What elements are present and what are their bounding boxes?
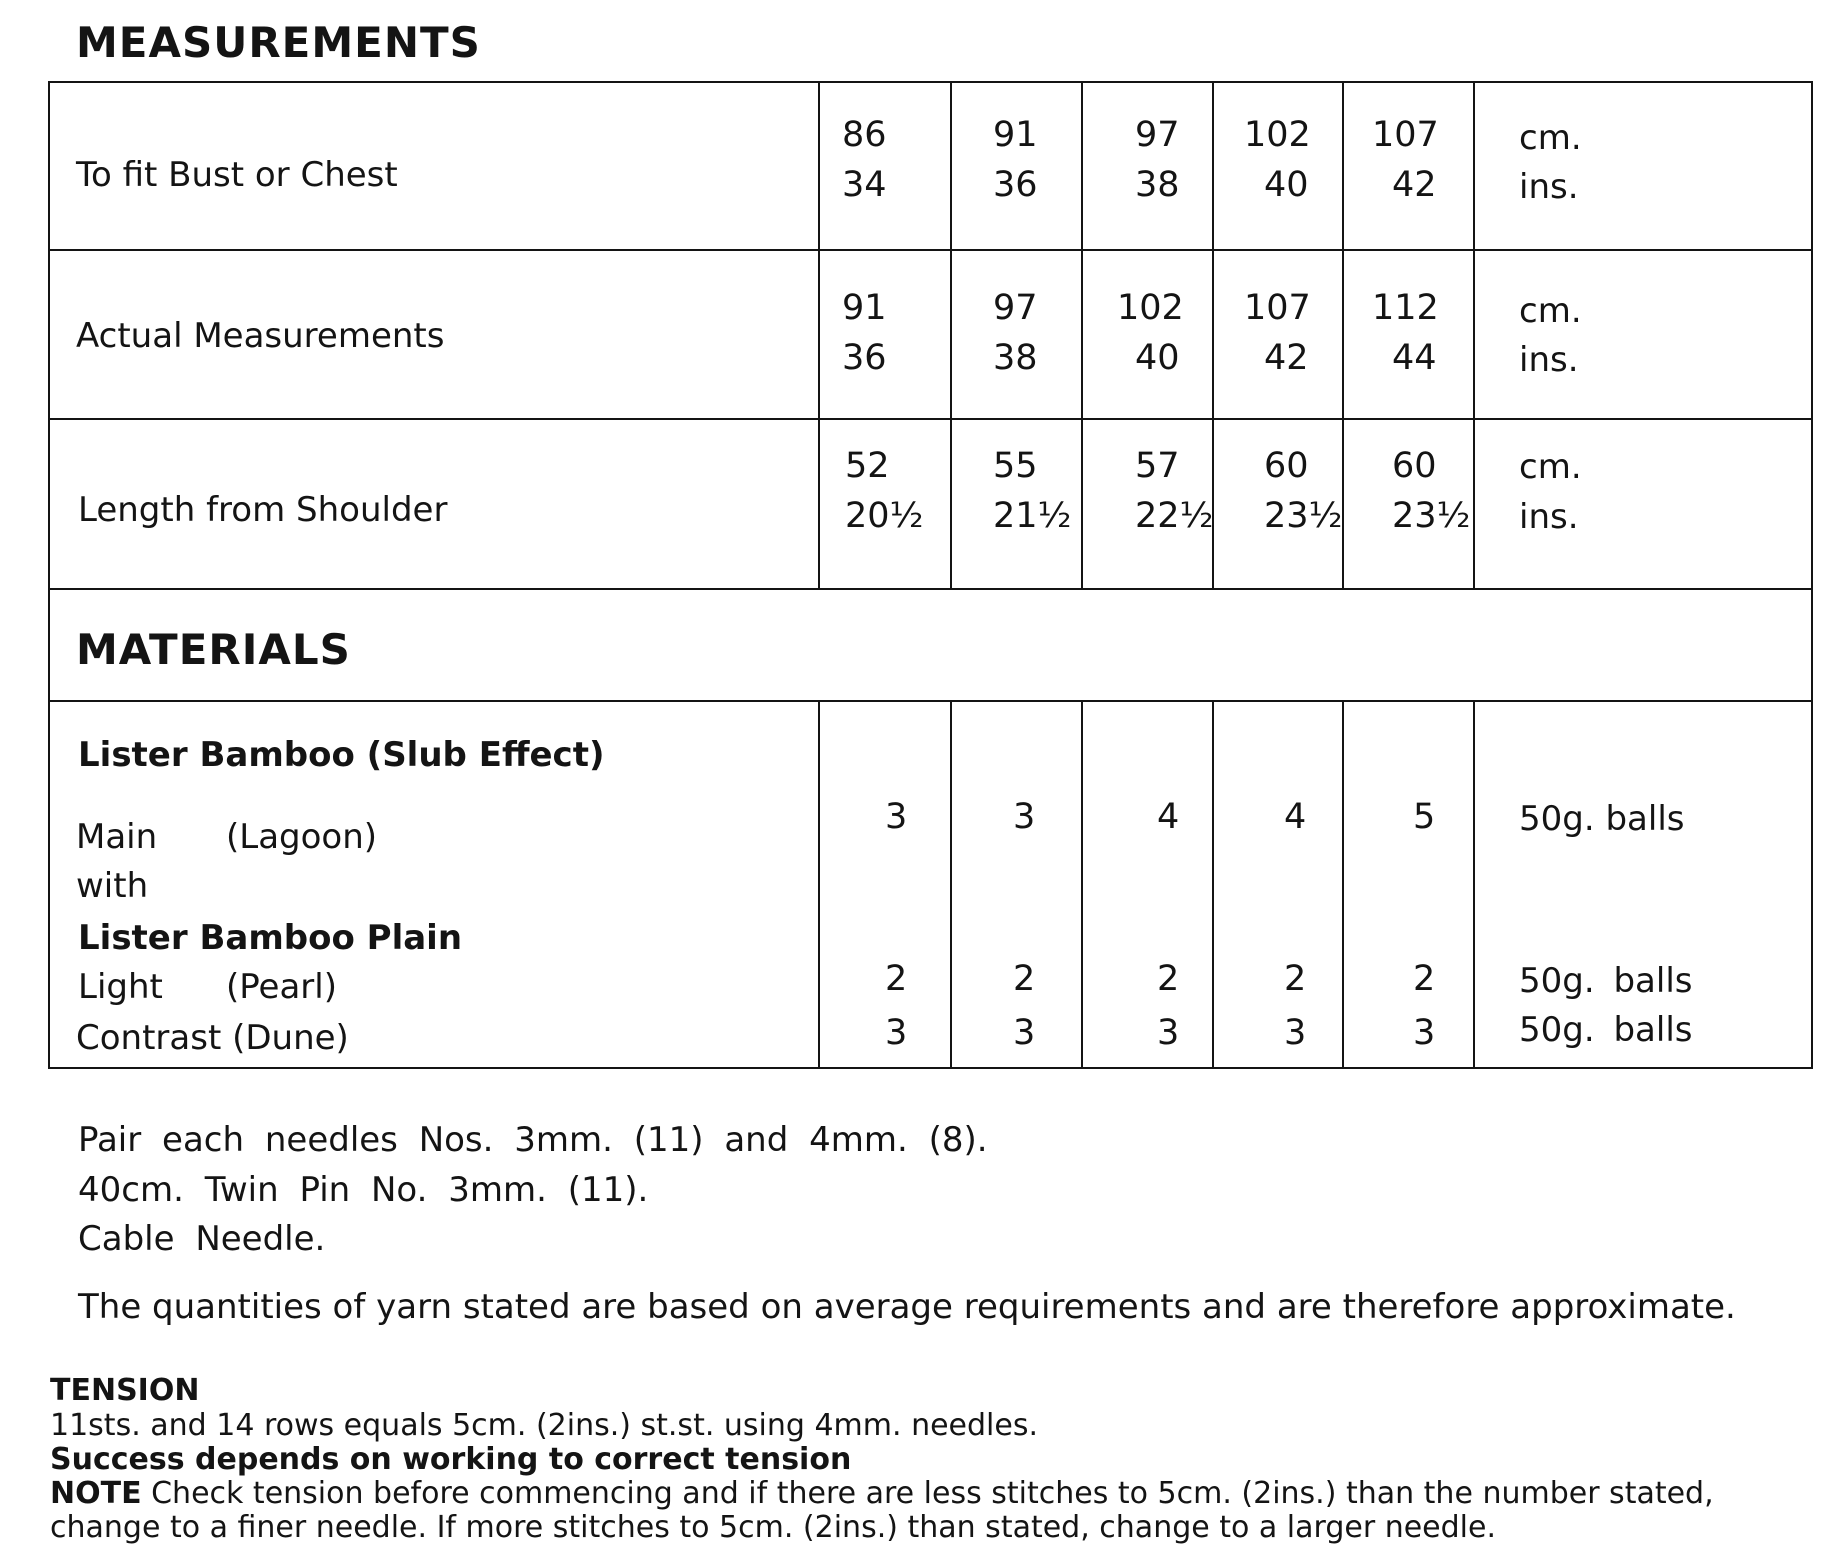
materials-heading: MATERIALS [76,625,351,674]
contrast-qty-5: 3 [1413,1013,1436,1053]
main-qty-3: 4 [1157,797,1180,837]
column-divider [1342,700,1344,1069]
tension-success: Success depends on working to correct tension [50,1442,852,1477]
note-label: NOTE [50,1476,142,1511]
light-qty-5: 2 [1413,959,1436,999]
needles-line-2: 40cm. Twin Pin No. 3mm. (11). [78,1170,649,1210]
row-divider [48,588,1813,590]
column-divider [1212,700,1214,1069]
contrast-qty-2: 3 [1013,1013,1036,1053]
bust-unit-cm: cm. [1519,118,1582,158]
row-divider [48,418,1813,420]
bust-ins-4: 40 [1264,165,1309,205]
bust-ins-2: 36 [993,165,1038,205]
row-label-bust: To fit Bust or Chest [76,155,398,195]
tension-line-1: 11sts. and 14 rows equals 5cm. (2ins.) st.st. using 4mm. needles. [50,1408,1039,1443]
length-ins-3: 22½ [1135,496,1214,536]
bust-ins-3: 38 [1135,165,1180,205]
contrast-qty-3: 3 [1157,1013,1180,1053]
column-divider [1081,700,1083,1069]
contrast-unit: 50g. balls [1519,1010,1693,1050]
bust-cm-1: 86 [842,115,887,155]
column-divider [818,700,820,1069]
tension-note [50,1476,1714,1511]
actual-ins-1: 36 [842,338,887,378]
light-label: Light [78,967,163,1007]
column-divider [950,700,952,1069]
length-ins-2: 21½ [993,496,1072,536]
length-unit-cm: cm. [1519,447,1582,487]
needles-line-3: Cable Needle. [78,1219,326,1259]
main-qty-4: 4 [1284,797,1307,837]
tension-heading: TENSION [50,1373,200,1408]
yarn1-name: Lister Bamboo (Slub Effect) [78,735,605,775]
column-divider [1473,700,1475,1069]
column-divider [1473,81,1475,589]
bust-ins-1: 34 [842,165,887,205]
row-label-actual: Actual Measurements [76,316,445,356]
row-divider [48,249,1813,251]
bust-ins-5: 42 [1392,165,1437,205]
bust-unit-ins: ins. [1519,167,1579,207]
length-unit-ins: ins. [1519,497,1579,537]
tension-note-line-2: change to a finer needle. If more stitches to 5cm. (2ins.) than stated, change to a larger needle. [50,1510,1497,1545]
with-label: with [76,866,149,906]
row-divider [48,700,1813,702]
actual-ins-5: 44 [1392,338,1437,378]
actual-unit-cm: cm. [1519,291,1582,331]
main-qty-2: 3 [1013,797,1036,837]
length-cm-1: 52 [845,446,890,486]
contrast-label: Contrast (Dune) [76,1018,349,1058]
column-divider [950,81,952,589]
light-qty-1: 2 [885,959,908,999]
actual-cm-3: 102 [1117,288,1184,328]
light-unit: 50g. balls [1519,961,1693,1001]
actual-ins-2: 38 [993,338,1038,378]
length-cm-3: 57 [1135,446,1180,486]
actual-cm-4: 107 [1244,288,1311,328]
needles-line-1: Pair each needles Nos. 3mm. (11) and 4mm. (8). [78,1120,988,1160]
actual-cm-5: 112 [1372,288,1439,328]
main-qty-5: 5 [1413,797,1436,837]
bust-cm-2: 91 [993,115,1038,155]
measurements-heading: MEASUREMENTS [76,18,481,67]
light-qty-4: 2 [1284,959,1307,999]
actual-unit-ins: ins. [1519,340,1579,380]
main-label: Main [76,817,158,857]
yarn2-name: Lister Bamboo Plain [78,918,463,958]
main-qty-1: 3 [885,797,908,837]
actual-ins-4: 42 [1264,338,1309,378]
length-cm-2: 55 [993,446,1038,486]
light-qty-2: 2 [1013,959,1036,999]
column-divider [818,81,820,589]
contrast-qty-4: 3 [1284,1013,1307,1053]
row-label-length: Length from Shoulder [78,490,448,530]
actual-ins-3: 40 [1135,338,1180,378]
bust-cm-3: 97 [1135,115,1180,155]
light-qty-3: 2 [1157,959,1180,999]
main-unit: 50g. balls [1519,799,1685,839]
length-ins-4: 23½ [1264,496,1343,536]
bust-cm-5: 107 [1372,115,1439,155]
length-ins-5: 23½ [1392,496,1471,536]
contrast-qty-1: 3 [885,1013,908,1053]
actual-cm-1: 91 [842,288,887,328]
note-text: Check tension before commencing and if there are less stitches to 5cm. (2ins.) than the number stated, [141,1476,1714,1511]
quantities-note: The quantities of yarn stated are based on average requirements and are therefore approximate. [78,1287,1736,1327]
main-color: (Lagoon) [226,817,378,857]
column-divider [1081,81,1083,589]
actual-cm-2: 97 [993,288,1038,328]
light-color: (Pearl) [226,967,337,1007]
bust-cm-4: 102 [1244,115,1311,155]
length-ins-1: 20½ [845,496,924,536]
length-cm-5: 60 [1392,446,1437,486]
length-cm-4: 60 [1264,446,1309,486]
